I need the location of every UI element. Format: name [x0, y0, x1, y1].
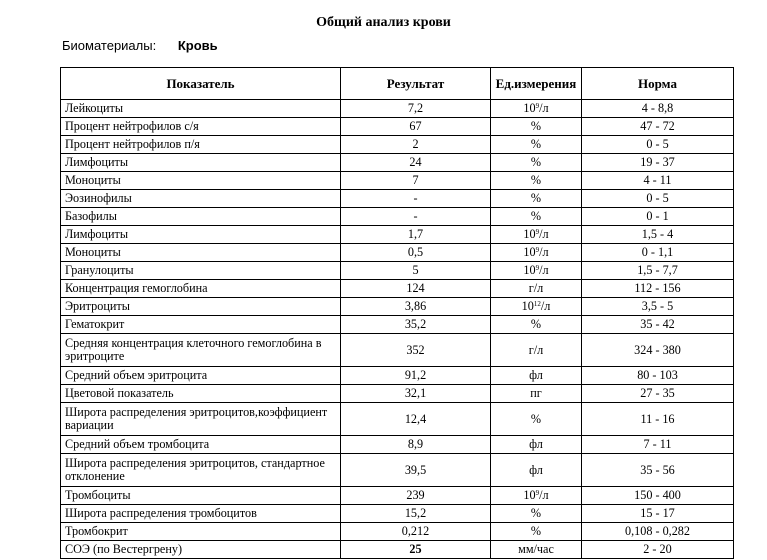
norm-range: 35 - 42 — [582, 316, 734, 334]
norm-range: 0 - 5 — [582, 136, 734, 154]
result-value: 8,9 — [341, 436, 491, 454]
table-row — [61, 298, 734, 316]
table-row — [61, 226, 734, 244]
indicator-name: Базофилы — [61, 208, 341, 226]
norm-range: 3,5 - 5 — [582, 298, 734, 316]
table-row — [61, 505, 734, 523]
table-row — [61, 118, 734, 136]
header-unit: Ед.измерения — [491, 68, 582, 100]
table-header-row — [61, 68, 734, 100]
table-row — [61, 487, 734, 505]
indicator-name: Процент нейтрофилов п/я — [61, 136, 341, 154]
norm-range: 11 - 16 — [582, 403, 734, 436]
table-row — [61, 403, 734, 436]
norm-range: 1,5 - 7,7 — [582, 262, 734, 280]
unit-cell — [491, 262, 582, 280]
document-title: Общий анализ крови — [316, 15, 451, 30]
unit-cell: % — [491, 136, 582, 154]
indicator-name: Эозинофилы — [61, 190, 341, 208]
indicator-name: Процент нейтрофилов с/я — [61, 118, 341, 136]
table-row — [61, 541, 734, 559]
table-row — [61, 100, 734, 118]
norm-range: 2 - 20 — [582, 541, 734, 559]
norm-range: 112 - 156 — [582, 280, 734, 298]
table-row — [61, 523, 734, 541]
norm-range: 4 - 11 — [582, 172, 734, 190]
norm-range: 7 - 11 — [582, 436, 734, 454]
norm-range: 27 - 35 — [582, 385, 734, 403]
biomaterial-value: Кровь — [177, 38, 218, 53]
table-row — [61, 454, 734, 487]
result-value: 7,2 — [341, 100, 491, 118]
unit-cell: фл — [491, 436, 582, 454]
table-row — [61, 136, 734, 154]
unit-suffix: /л — [539, 263, 549, 277]
table-row — [61, 190, 734, 208]
unit-cell — [491, 487, 582, 505]
result-value: 7 — [341, 172, 491, 190]
header-result: Результат — [341, 68, 491, 100]
indicator-name: Лимфоциты — [61, 226, 341, 244]
indicator-name: Лимфоциты — [61, 154, 341, 172]
unit-cell: фл — [491, 454, 582, 487]
unit-cell: г/л — [491, 334, 582, 367]
indicator-name: Моноциты — [61, 244, 341, 262]
indicator-name: Концентрация гемоглобина — [61, 280, 341, 298]
indicator-name: Широта распределения тромбоцитов — [61, 505, 341, 523]
norm-range: 0,108 - 0,282 — [582, 523, 734, 541]
table-row — [61, 244, 734, 262]
unit-cell: % — [491, 118, 582, 136]
unit-cell: % — [491, 523, 582, 541]
norm-range: 4 - 8,8 — [582, 100, 734, 118]
result-value: 124 — [341, 280, 491, 298]
unit-cell: г/л — [491, 280, 582, 298]
indicator-name: Моноциты — [61, 172, 341, 190]
indicator-name: Широта распределения эритроцитов, стандартное отклонение — [61, 454, 341, 487]
norm-range: 35 - 56 — [582, 454, 734, 487]
result-value: 0,5 — [341, 244, 491, 262]
norm-range: 0 - 1 — [582, 208, 734, 226]
indicator-name: Средний объем тромбоцита — [61, 436, 341, 454]
result-value: 0,212 — [341, 523, 491, 541]
results-table — [60, 67, 734, 559]
table-row — [61, 316, 734, 334]
table-row — [61, 154, 734, 172]
indicator-name: Эритроциты — [61, 298, 341, 316]
norm-range: 15 - 17 — [582, 505, 734, 523]
indicator-name: Лейкоциты — [61, 100, 341, 118]
indicator-name: СОЭ (по Вестергрену) — [61, 541, 341, 559]
table-row — [61, 280, 734, 298]
unit-cell: % — [491, 190, 582, 208]
result-value: 35,2 — [341, 316, 491, 334]
indicator-name: Средняя концентрация клеточного гемоглобина в эритроците — [61, 334, 341, 367]
biomaterial-line — [62, 38, 218, 53]
result-value: 15,2 — [341, 505, 491, 523]
result-value: 32,1 — [341, 385, 491, 403]
result-value: 24 — [341, 154, 491, 172]
unit-cell: % — [491, 316, 582, 334]
unit-suffix: /л — [540, 299, 551, 313]
unit-suffix: /л — [539, 227, 549, 241]
header-indicator: Показатель — [61, 68, 341, 100]
unit-exponent: 12 — [533, 300, 541, 308]
unit-cell — [491, 298, 582, 316]
unit-base: 10 — [521, 299, 534, 313]
result-value: 5 — [341, 262, 491, 280]
indicator-name: Гранулоциты — [61, 262, 341, 280]
indicator-name: Гематокрит — [61, 316, 341, 334]
norm-range: 150 - 400 — [582, 487, 734, 505]
norm-range: 0 - 1,1 — [582, 244, 734, 262]
biomaterial-label: Биоматериалы: — [62, 38, 157, 53]
table-row — [61, 436, 734, 454]
table-row — [61, 367, 734, 385]
indicator-name: Средний объем эритроцита — [61, 367, 341, 385]
result-value: 25 — [341, 541, 491, 559]
unit-exponent: 9 — [535, 264, 540, 272]
unit-exponent: 9 — [535, 228, 540, 236]
unit-cell — [491, 100, 582, 118]
norm-range: 324 - 380 — [582, 334, 734, 367]
norm-range: 19 - 37 — [582, 154, 734, 172]
result-value: 12,4 — [341, 403, 491, 436]
unit-exponent: 9 — [535, 489, 540, 497]
unit-exponent: 9 — [535, 246, 540, 254]
result-value: - — [341, 190, 491, 208]
unit-cell — [491, 244, 582, 262]
unit-suffix: /л — [539, 488, 549, 502]
unit-base: 10 — [523, 488, 536, 502]
table-row — [61, 172, 734, 190]
unit-suffix: /л — [539, 245, 549, 259]
norm-range: 0 - 5 — [582, 190, 734, 208]
table-row — [61, 334, 734, 367]
table-row — [61, 385, 734, 403]
indicator-name: Тромбокрит — [61, 523, 341, 541]
indicator-name: Тромбоциты — [61, 487, 341, 505]
unit-base: 10 — [523, 245, 536, 259]
unit-cell: % — [491, 154, 582, 172]
result-value: 3,86 — [341, 298, 491, 316]
result-value: 239 — [341, 487, 491, 505]
unit-suffix: /л — [539, 101, 549, 115]
unit-base: 10 — [523, 101, 536, 115]
norm-range: 47 - 72 — [582, 118, 734, 136]
header-norm: Норма — [582, 68, 734, 100]
table-row — [61, 262, 734, 280]
unit-cell: пг — [491, 385, 582, 403]
indicator-name: Широта распределения эритроцитов,коэффициент вариации — [61, 403, 341, 436]
unit-cell: мм/час — [491, 541, 582, 559]
table-row — [61, 208, 734, 226]
unit-cell — [491, 226, 582, 244]
result-value: 39,5 — [341, 454, 491, 487]
results-table-body — [61, 100, 734, 559]
unit-cell: фл — [491, 367, 582, 385]
unit-cell: % — [491, 208, 582, 226]
unit-base: 10 — [523, 227, 536, 241]
unit-cell: % — [491, 403, 582, 436]
norm-range: 1,5 - 4 — [582, 226, 734, 244]
result-value: - — [341, 208, 491, 226]
result-value: 67 — [341, 118, 491, 136]
result-value: 91,2 — [341, 367, 491, 385]
result-value: 2 — [341, 136, 491, 154]
result-value: 352 — [341, 334, 491, 367]
result-value: 1,7 — [341, 226, 491, 244]
unit-cell: % — [491, 172, 582, 190]
unit-base: 10 — [523, 263, 536, 277]
unit-exponent: 9 — [535, 102, 540, 110]
indicator-name: Цветовой показатель — [61, 385, 341, 403]
norm-range: 80 - 103 — [582, 367, 734, 385]
unit-cell: % — [491, 505, 582, 523]
